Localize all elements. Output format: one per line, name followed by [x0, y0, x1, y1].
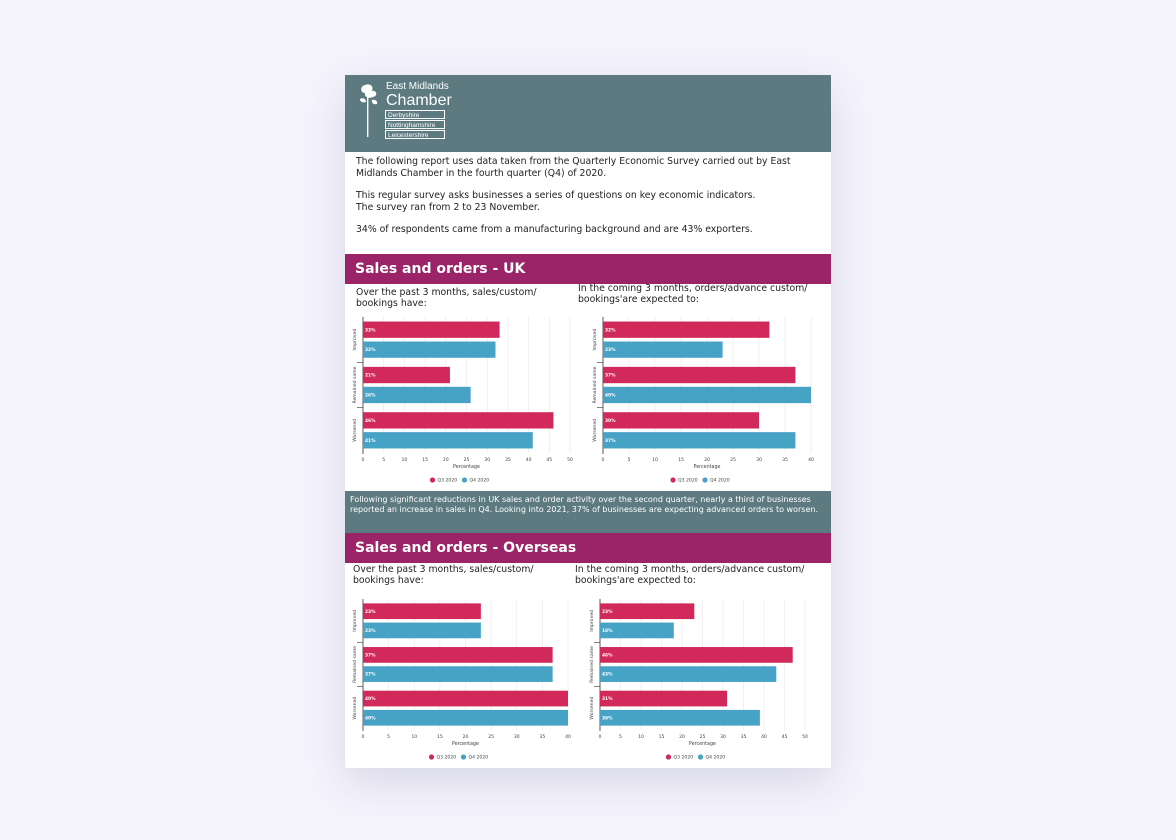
legend-label: Q4 2020	[468, 755, 489, 761]
section-title-uk: Sales and orders - UK	[345, 254, 831, 284]
bar-data-label: 23%	[605, 348, 616, 354]
category-label: Worsened	[353, 696, 358, 720]
x-tick-label: 10	[401, 458, 408, 463]
x-tick-label: 35	[782, 458, 788, 463]
bar-q3-2020	[600, 691, 727, 707]
bar-q3-2020	[603, 367, 795, 383]
legend-swatch	[698, 754, 703, 759]
bar-data-label: 37%	[365, 653, 376, 659]
x-tick-label: 30	[720, 735, 726, 740]
x-tick-label: 40	[761, 735, 767, 740]
bar-chart-0	[345, 313, 581, 489]
category-label: Worsened	[593, 418, 598, 442]
logo-region-1: Derbyshire	[385, 110, 445, 119]
x-axis-label: Percentage	[453, 465, 480, 470]
x-axis-label: Percentage	[689, 742, 716, 747]
x-tick-label: 5	[619, 735, 622, 740]
x-tick-label: 40	[565, 735, 571, 740]
x-tick-label: 25	[463, 458, 470, 463]
x-tick-label: 50	[567, 458, 573, 463]
logo-region-3: Leicestershire	[385, 130, 445, 139]
uk-past-question: Over the past 3 months, sales/custom/ bookings have:	[356, 287, 537, 309]
category-label: Remained same	[353, 645, 358, 684]
legend-label: Q4 2020	[469, 478, 490, 484]
bar-data-label: 39%	[602, 716, 613, 722]
bar-q4-2020	[363, 387, 471, 403]
legend-swatch	[670, 477, 675, 482]
legend-label: Q4 2020	[710, 478, 730, 484]
x-tick-label: 5	[382, 458, 386, 463]
category-label: Improved	[593, 328, 598, 351]
bar-data-label: 37%	[605, 373, 616, 379]
x-tick-label: 15	[678, 458, 684, 463]
x-tick-label: 15	[422, 458, 429, 463]
legend-label: Q3 2020	[678, 478, 698, 484]
intro-paragraph-2a: This regular survey asks businesses a series of questions on key economic indicators.	[356, 190, 756, 201]
bar-q3-2020	[363, 322, 500, 338]
x-tick-label: 25	[730, 458, 736, 463]
bar-chart-1	[585, 313, 825, 489]
category-label: Improved	[353, 328, 358, 351]
x-tick-label: 35	[539, 735, 546, 740]
bar-data-label: 46%	[602, 653, 613, 659]
legend-swatch	[702, 477, 707, 482]
bar-data-label: 33%	[365, 328, 376, 334]
uk-future-chart	[585, 313, 825, 489]
x-tick-label: 20	[442, 458, 449, 463]
logo-line2: Chamber	[386, 92, 452, 109]
legend-label: Q3 2020	[673, 755, 694, 761]
bar-data-label: 23%	[365, 629, 376, 635]
bar-q4-2020	[363, 432, 533, 448]
x-tick-label: 10	[411, 735, 418, 740]
bar-q3-2020	[363, 412, 553, 428]
bar-q3-2020	[363, 647, 553, 663]
section-title-overseas: Sales and orders - Overseas	[345, 533, 831, 563]
x-tick-label: 30	[513, 735, 520, 740]
overseas-future-question: In the coming 3 months, orders/advance custom/ bookings'are expected to:	[575, 564, 805, 586]
bar-data-label: 26%	[365, 393, 376, 399]
category-label: Improved	[590, 609, 595, 632]
x-tick-label: 30	[484, 458, 491, 463]
intro-text	[356, 156, 826, 236]
x-tick-label: 0	[361, 458, 365, 463]
x-tick-label: 35	[504, 458, 511, 463]
bar-data-label: 40%	[365, 697, 376, 703]
intro-paragraph-3: 34% of respondents came from a manufacturing background and are 43% exporters.	[356, 224, 753, 235]
legend-label: Q3 2020	[437, 478, 458, 484]
x-tick-label: 25	[699, 735, 706, 740]
legend-swatch	[461, 754, 466, 759]
legend-label: Q3 2020	[436, 755, 457, 761]
bar-q4-2020	[603, 432, 795, 448]
bar-q3-2020	[603, 412, 759, 428]
chamber-logo	[357, 81, 487, 147]
bar-data-label: 37%	[365, 672, 376, 678]
x-tick-label: 15	[436, 735, 443, 740]
x-tick-label: 30	[756, 458, 762, 463]
x-tick-label: 5	[627, 458, 631, 463]
uk-future-question: In the coming 3 months, orders/advance custom/ bookings'are expected to:	[578, 283, 808, 305]
bar-q4-2020	[363, 666, 553, 682]
intro-paragraph-1: The following report uses data taken from the Quarterly Economic Survey carried out by East Midlands Chamber in the fourth quarter (Q4) of 2020.	[356, 156, 791, 179]
uk-past-chart	[345, 313, 581, 489]
bar-q4-2020	[603, 387, 811, 403]
category-label: Remained same	[353, 366, 358, 404]
category-label: Worsened	[590, 696, 595, 720]
x-tick-label: 15	[658, 735, 665, 740]
x-tick-label: 10	[638, 735, 644, 740]
intro-paragraph-2b: The survey ran from 2 to 23 November.	[356, 201, 540, 213]
bar-q3-2020	[600, 647, 793, 663]
x-tick-label: 35	[740, 735, 747, 740]
bar-q4-2020	[363, 710, 568, 726]
bar-q4-2020	[600, 710, 760, 726]
bar-data-label: 31%	[602, 697, 613, 703]
legend-label: Q4 2020	[705, 755, 726, 761]
summary-box: Following significant reductions in UK sales and order activity over the second quarter, nearly a third of businesses reported an increase in sales in Q4. Looking into 2021, 37% of businesses are expecting advanced orders to worsen.	[345, 491, 831, 533]
x-tick-label: 50	[802, 735, 808, 740]
x-tick-label: 0	[601, 458, 605, 463]
bar-q4-2020	[600, 666, 776, 682]
x-axis-label: Percentage	[693, 465, 721, 470]
bar-q3-2020	[600, 603, 694, 619]
x-tick-label: 45	[781, 735, 788, 740]
x-tick-label: 20	[704, 458, 710, 463]
bar-data-label: 23%	[602, 609, 613, 615]
category-label: Remained same	[590, 645, 595, 684]
bar-data-label: 43%	[602, 672, 613, 678]
x-tick-label: 0	[598, 735, 602, 740]
x-tick-label: 45	[546, 458, 553, 463]
bar-data-label: 18%	[602, 629, 613, 635]
x-tick-label: 40	[525, 458, 532, 463]
bar-data-label: 30%	[605, 418, 616, 424]
bar-q4-2020	[363, 341, 495, 357]
bar-data-label: 21%	[365, 373, 376, 379]
bar-q3-2020	[603, 322, 769, 338]
category-label: Remained same	[593, 366, 598, 404]
x-tick-label: 10	[652, 458, 658, 463]
legend-swatch	[462, 477, 467, 482]
overseas-future-chart	[585, 595, 825, 765]
bar-data-label: 32%	[365, 348, 376, 354]
bar-q3-2020	[363, 603, 481, 619]
bar-data-label: 40%	[605, 393, 616, 399]
legend-swatch	[666, 754, 671, 759]
bar-data-label: 46%	[365, 418, 376, 424]
x-tick-label: 20	[679, 735, 685, 740]
report-page	[345, 75, 831, 768]
bar-data-label: 41%	[365, 438, 376, 444]
x-tick-label: 20	[462, 735, 469, 740]
bar-data-label: 23%	[365, 609, 376, 615]
legend-swatch	[429, 754, 434, 759]
bar-data-label: 32%	[605, 328, 616, 334]
bar-q4-2020	[603, 341, 723, 357]
bar-q4-2020	[363, 623, 481, 639]
x-tick-label: 0	[361, 735, 365, 740]
x-tick-label: 25	[488, 735, 495, 740]
category-label: Worsened	[353, 418, 358, 442]
bar-q3-2020	[363, 691, 568, 707]
logo-region-2: Nottinghamshire	[385, 120, 445, 129]
bar-q3-2020	[363, 367, 450, 383]
tree-icon	[357, 81, 381, 141]
bar-data-label: 37%	[605, 438, 616, 444]
bar-chart-3	[585, 595, 825, 765]
x-tick-label: 5	[387, 735, 391, 740]
x-axis-label: Percentage	[452, 742, 479, 747]
legend-swatch	[430, 477, 435, 482]
bar-data-label: 40%	[365, 716, 376, 722]
overseas-past-chart	[345, 595, 581, 765]
header-banner	[345, 75, 831, 152]
logo-line1: East Midlands	[386, 81, 449, 92]
bar-chart-2	[345, 595, 581, 765]
x-tick-label: 40	[808, 458, 814, 463]
overseas-past-question: Over the past 3 months, sales/custom/ bookings have:	[353, 564, 534, 586]
category-label: Improved	[353, 609, 358, 632]
